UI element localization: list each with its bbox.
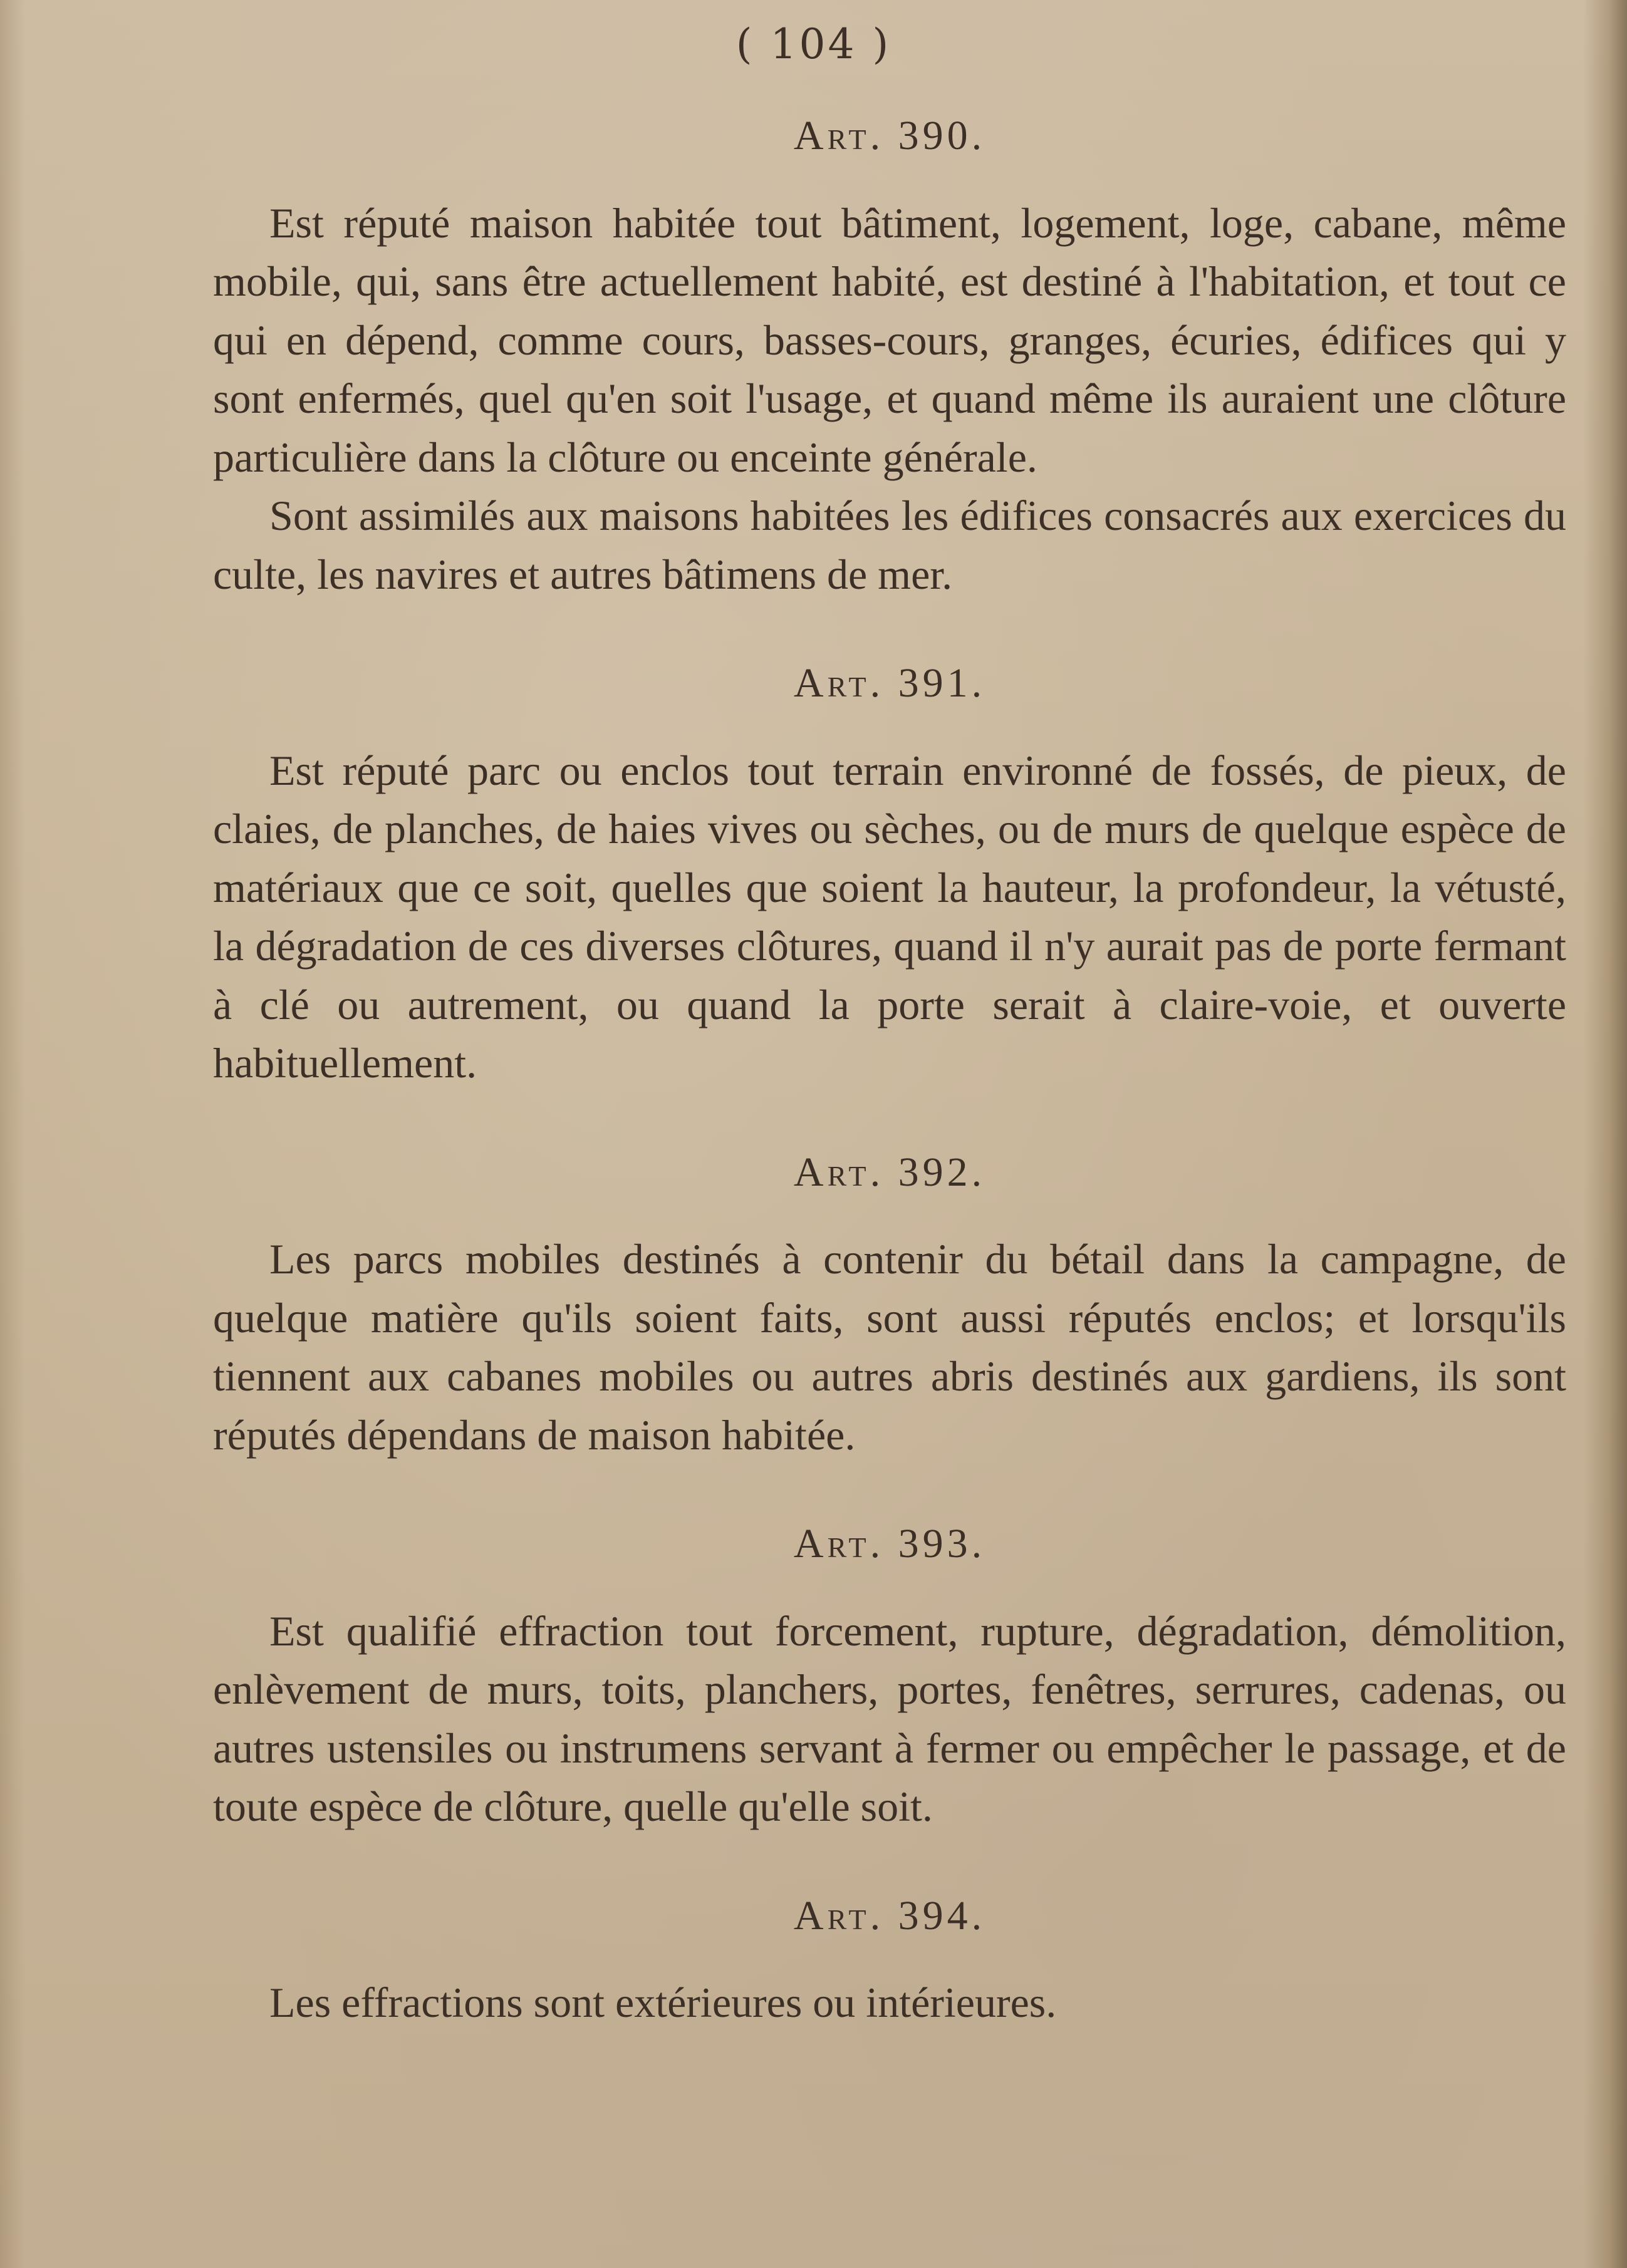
article-394-paragraph-1: Les effractions sont extérieures ou intérieures. [269, 1979, 1057, 2026]
article-391-paragraph-1: Est réputé parc ou enclos tout terrain environné de fossés, de pieux, de claies, de planches, de haies vives ou sèches, ou de murs de quelque espèce de matériaux que ce soit, quelles que soient la hauteur, la profondeur, la vétusté, la dégradation de ces diverses clôtures, quand il n'y aurait pas de porte fermant à clé ou autrement, ou quand la porte serait à claire-voie, et ouverte habituellement. [213, 746, 1566, 1087]
article-text-block [213, 106, 1566, 2032]
article-392-paragraph-1: Les parcs mobiles destinés à contenir du bétail dans la campagne, de quelque matière qu'ils soient faits, sont aussi réputés enclos; et lorsqu'ils tiennent aux cabanes mobiles ou autres abris destinés aux gardiens, ils sont réputés dépendans de maison habitée. [213, 1235, 1566, 1459]
article-390-paragraph-2: Sont assimilés aux maisons habitées les édifices consacrés aux exercices du culte, les navires et autres bâtimens de mer. [213, 492, 1566, 598]
article-heading-391: Art. 391. [793, 660, 986, 706]
article-heading-393: Art. 393. [793, 1521, 986, 1566]
article-heading-394: Art. 394. [793, 1892, 986, 1939]
article-393-paragraph-1: Est qualifié effraction tout forcement, rupture, dégradation, démolition, enlèvement de murs, toits, planchers, portes, fenêtres, serrures, cadenas, ou autres ustensiles ou instrumens servant à fermer ou empêcher le passage, et de toute espèce de clôture, quelle qu'elle soit. [213, 1607, 1566, 1830]
page-left-edge [0, 0, 25, 2268]
article-heading-390: Art. 390. [793, 113, 986, 158]
article-heading-392: Art. 392. [793, 1149, 986, 1195]
article-390-paragraph-1: Est réputé maison habitée tout bâtiment, logement, loge, cabane, même mobile, qui, sans être actuellement habité, est destiné à l'habitation, et tout ce qui en dépend, comme cours, basses-cours, granges, écuries, édifices qui y sont enfermés, quel qu'en soit l'usage, et quand même ils auraient une clôture particulière dans la clôture ou enceinte générale. [213, 199, 1566, 481]
page-number: ( 104 ) [736, 20, 891, 68]
page-right-edge [1583, 0, 1627, 2268]
